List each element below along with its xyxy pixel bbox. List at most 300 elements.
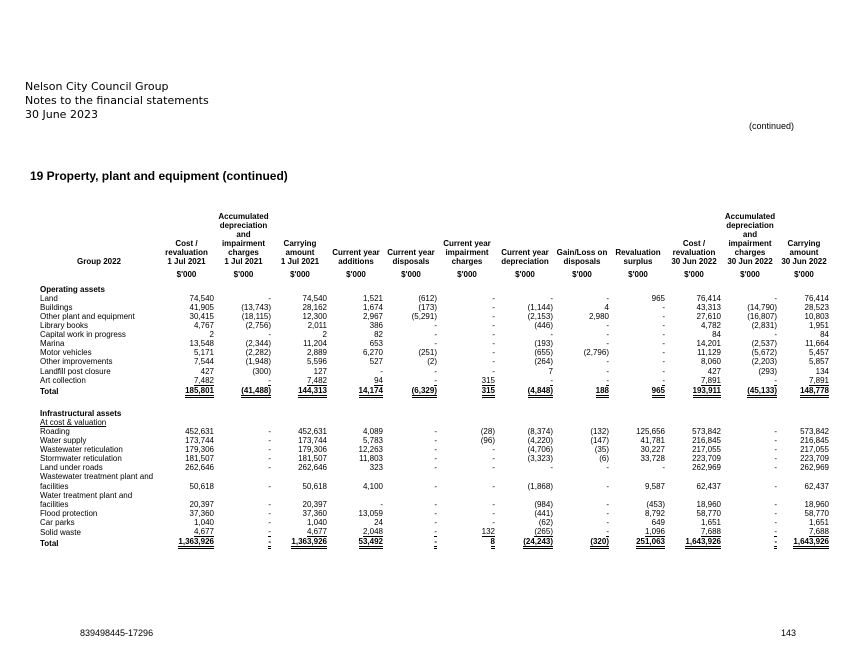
table-cell [328,463,384,472]
cell-value: (173) [418,302,437,312]
table-cell [438,527,496,537]
table-cell [554,312,610,321]
table-cell [328,509,384,518]
table-cell [496,348,554,357]
cell-value: (13,743) [241,302,271,312]
table-cell [215,454,272,463]
table-cell [722,312,778,321]
cell-value: 82 [374,330,383,340]
column-header-line: revaluation [672,248,716,258]
cell-value: 7,482 [193,375,214,385]
table-cell [666,454,722,463]
cell-value: 4,767 [193,321,214,331]
cell-value: 179,306 [185,445,214,455]
column-header-line: surplus [623,257,653,267]
table-cell [158,436,215,445]
table-cell [496,427,554,436]
cell-value: (655) [534,348,553,358]
table-cell [496,518,554,527]
cell-value: (2,756) [245,321,271,331]
cell-value: 181,507 [185,454,214,464]
cell-value: - [492,330,495,340]
column-header-line: Current year [443,239,491,249]
cell-value: 2,967 [362,311,383,321]
cell-value: - [268,499,271,509]
cell-value: 2,889 [306,348,327,358]
table-row [40,454,830,463]
table-cell [438,386,496,398]
cell-value: (5,291) [411,311,437,321]
table-cell [610,357,666,366]
table-cell [496,312,554,321]
table-cell [722,527,778,537]
table-cell [158,537,215,549]
cell-value: (4,848) [528,386,553,398]
table-cell [554,357,610,366]
cell-value: 1,040 [193,517,214,527]
cell-value: 5,457 [808,348,829,358]
cell-value: - [662,311,665,321]
table-cell [272,537,328,549]
cell-value: 30,415 [189,311,214,321]
cell-value: 24 [374,517,383,527]
table-cell [778,454,830,463]
table-row [40,367,830,376]
doc-date: 30 June 2023 [25,108,98,121]
table-cell [496,527,554,537]
table-cell [610,330,666,339]
cell-value: - [774,445,777,455]
table-cell [272,491,328,500]
table-cell [496,500,554,509]
cell-value: - [268,463,271,473]
cell-value: 965 [652,386,665,398]
cell-value: 8,792 [644,508,665,518]
table-cell [778,376,830,386]
cell-value: 76,414 [804,293,829,303]
table-cell [438,312,496,321]
column-header [496,212,554,267]
table-cell [384,509,438,518]
cell-value: 262,969 [800,463,829,473]
unit-label: $'000 [572,269,592,279]
table-cell [554,518,610,527]
cell-value: (2,831) [751,321,777,331]
column-header-line: 30 Jun 2022 [671,257,717,267]
cell-value: 573,842 [692,426,721,436]
table-cell [778,436,830,445]
table-cell [438,294,496,303]
cell-value: 193,911 [693,386,721,398]
cell-value: 7 [548,366,553,376]
cell-value: - [268,517,271,527]
table-cell [384,472,438,481]
column-header [722,212,778,267]
cell-value: (300) [252,366,271,376]
unit-label: $'000 [401,269,421,279]
table-cell [215,376,272,386]
cell-value: - [606,527,609,536]
cell-value: 2 [209,330,214,340]
table-cell [496,436,554,445]
column-header-line: 1 Jul 2021 [280,257,320,267]
table-cell [215,321,272,330]
table-cell [610,294,666,303]
table-cell [384,436,438,445]
cell-value: 173,744 [185,436,214,446]
row-label: Land [40,293,58,303]
table-row [40,348,830,357]
table-cell [722,367,778,376]
row-label: Motor vehicles [40,348,92,358]
table-row [40,357,830,366]
total-row [40,537,830,549]
doc-id: 839498445-17296 [80,628,154,638]
column-header-line: amount [789,248,819,258]
table-cell [554,348,610,357]
doc-subtitle: Notes to the financial statements [25,94,209,107]
row-label: Capital work in progress [40,330,126,340]
table-cell [272,357,328,366]
cell-value: (8,374) [527,426,553,436]
cell-value: 251,063 [636,537,665,549]
table-cell [554,500,610,509]
cell-value: - [606,375,609,385]
table-cell [554,482,610,491]
cell-value: 37,360 [189,508,214,518]
cell-value: 1,651 [808,517,829,527]
table-cell [158,367,215,376]
subsection-heading-row [40,418,830,427]
table-cell [158,294,215,303]
table-cell [328,445,384,454]
cell-value: (62) [538,517,553,527]
cell-value: (41,488) [241,386,271,398]
table-cell [610,482,666,491]
cell-value: 1,040 [306,517,327,527]
cell-value: 12,263 [358,445,383,455]
table-cell [328,367,384,376]
table-cell [496,303,554,312]
cell-value: 62,437 [696,481,721,491]
table-cell [554,509,610,518]
row-label: Marina [40,339,65,349]
table-cell [215,312,272,321]
cell-value: 216,845 [692,436,721,446]
column-header-line: impairment [728,239,772,249]
table-cell [610,509,666,518]
table-cell [722,427,778,436]
table-cell [666,321,722,330]
cell-value: 53,492 [359,537,383,549]
cell-value: (45,133) [747,386,777,398]
table-cell [610,367,666,376]
table-cell [272,330,328,339]
cell-value: 7,891 [808,375,829,385]
column-header-line: impairment [221,239,266,249]
unit-label: $'000 [176,269,197,279]
cell-value: 323 [369,463,383,473]
unit-label: $'000 [346,269,366,279]
table-cell [438,436,496,445]
cell-value: - [380,499,383,509]
table-cell [666,509,722,518]
table-cell [778,367,830,376]
cell-value: 11,204 [303,339,327,349]
column-header-line: Cost / [175,239,198,249]
table-cell [158,303,215,312]
table-cell [158,500,215,509]
unit-label: $'000 [740,269,760,279]
cell-value: - [492,321,495,331]
column-header-line: charges [734,248,766,258]
cell-value: (984) [534,499,553,509]
cell-value: (2,203) [751,357,777,367]
cell-value: (16,807) [747,311,777,321]
row-label: Roading [40,426,70,436]
cell-value: - [662,321,665,331]
table-cell [496,321,554,330]
cell-value: - [774,330,777,340]
table-cell [438,321,496,330]
table-cell [158,491,215,500]
table-cell [272,367,328,376]
row-label: Stormwater reticulation [40,454,122,464]
table-cell [610,376,666,386]
table-cell [778,482,830,491]
table-cell [554,454,610,463]
cell-value: - [606,330,609,340]
cell-value: 4,677 [306,527,327,536]
section-title: 19 Property, plant and equipment (continued) [30,169,288,183]
cell-value: - [434,321,437,331]
table-cell [272,445,328,454]
cell-value: 13,059 [358,508,383,518]
row-label: Car parks [40,517,75,527]
table-cell [496,330,554,339]
table-cell [610,500,666,509]
table-cell [438,303,496,312]
table-cell [722,339,778,348]
cell-value: (35) [594,445,609,455]
column-header [554,212,610,267]
cell-value: (147) [590,436,609,446]
cell-value: - [268,445,271,455]
column-header-line: Carrying [283,239,317,249]
cell-value: 7,688 [700,527,721,536]
table-cell [778,500,830,509]
cell-value: 1,674 [362,302,383,312]
table-cell [158,321,215,330]
table-cell [496,454,554,463]
cell-value: - [774,537,777,549]
table-row [40,303,830,312]
table-cell [158,427,215,436]
table-cell [215,445,272,454]
unit-label: $'000 [290,269,310,279]
cell-value: 1,521 [362,293,383,303]
cell-value: - [380,366,383,376]
section-heading-row [40,407,830,418]
table-cell [778,427,830,436]
cell-value: 28,523 [804,302,829,312]
cell-value: 1,363,926 [291,537,327,549]
cell-value: (18,115) [241,311,271,321]
table-cell [328,357,384,366]
table-cell [554,537,610,549]
table-row [40,500,830,509]
continued-note: (continued) [748,121,794,131]
cell-value: - [774,436,777,446]
column-header-line: depreciation [219,221,268,231]
table-cell [215,303,272,312]
table-cell [778,321,830,330]
column-header-line: Current year [501,248,549,258]
cell-value: (1,948) [245,357,271,367]
cell-value: 10,803 [804,311,829,321]
cell-value: 14,201 [696,339,721,349]
table-cell [722,445,778,454]
cell-value: 217,055 [800,445,829,455]
table-row [40,321,830,330]
table-cell [438,357,496,366]
unit-label: $'000 [794,269,814,279]
table-cell [722,518,778,527]
table-cell [272,386,328,398]
table-cell [328,294,384,303]
column-header [158,212,215,267]
table-cell [722,472,778,481]
cell-value: (2,796) [583,348,609,358]
table-cell [158,463,215,472]
row-label: Buildings [40,302,73,312]
cell-value: - [434,366,437,376]
table-cell [666,491,722,500]
cell-value: - [268,508,271,518]
table-cell [438,454,496,463]
table-cell [496,509,554,518]
cell-value: 13,548 [189,339,214,349]
table-cell [328,472,384,481]
cell-value: - [550,375,553,385]
table-cell [496,445,554,454]
column-header-line: Revaluation [615,248,661,258]
cell-value: 20,397 [189,499,214,509]
table-cell [272,312,328,321]
cell-value: - [774,481,777,491]
cell-value: - [774,508,777,518]
row-label: Other plant and equipment [40,311,135,321]
cell-value: 188 [596,386,609,398]
table-cell [496,537,554,549]
table-cell [215,348,272,357]
column-header-line: Accumulated [218,212,269,221]
table-cell [666,312,722,321]
cell-value: (1,868) [527,481,553,491]
table-cell [215,509,272,518]
table-row [40,436,830,445]
table-cell [496,463,554,472]
cell-value: 2,011 [307,321,327,331]
section-heading: Operating assets [40,284,105,294]
cell-value: 43,313 [696,302,721,312]
cell-value: - [606,366,609,376]
table-row [40,339,830,348]
table-cell [384,303,438,312]
table-cell [554,367,610,376]
table-cell [328,386,384,398]
table-cell [666,294,722,303]
column-header-line: disposals [392,257,430,267]
column-header-line: charges [451,257,483,267]
table-row [40,482,830,491]
column-header-line: and [742,230,758,240]
cell-value: 7,891 [700,375,721,385]
cell-value: 41,781 [640,436,665,446]
table-cell [496,339,554,348]
cell-value: - [662,357,665,367]
table-cell [438,427,496,436]
table-cell [438,472,496,481]
cell-value: 653 [369,339,383,349]
table-cell [215,482,272,491]
cell-value: 18,960 [804,499,829,509]
table-cell [666,436,722,445]
table-cell [666,537,722,549]
table-cell [722,294,778,303]
table-cell [722,348,778,357]
column-header-row [40,212,830,267]
cell-value: 315 [482,386,495,398]
cell-value: 1,951 [808,321,829,331]
table-row [40,427,830,436]
table-cell [158,509,215,518]
table-cell [722,482,778,491]
cell-value: 50,618 [189,481,214,491]
table-row [40,509,830,518]
table-cell [272,339,328,348]
cell-value: - [774,517,777,527]
cell-value: (5,672) [751,348,777,358]
column-header-line: 1 Jul 2021 [167,257,206,267]
cell-value: 7,544 [193,357,214,367]
cell-value: - [492,357,495,367]
table-cell [158,330,215,339]
cell-value: - [434,481,437,491]
table-cell [666,472,722,481]
unit-label: $'000 [515,269,535,279]
table-cell [722,454,778,463]
table-cell [384,482,438,491]
column-header-line: disposals [563,257,601,267]
table-cell [328,491,384,500]
cell-value: - [606,517,609,527]
table-cell [554,376,610,386]
cell-value: - [492,348,495,358]
table-cell [215,427,272,436]
table-cell [610,537,666,549]
table-cell [384,491,438,500]
table-cell [666,376,722,386]
unit-row [40,267,830,283]
cell-value: - [606,339,609,349]
column-header-line: Current year [332,248,380,258]
table-cell [610,321,666,330]
cell-value: 37,360 [302,508,327,518]
table-cell [438,509,496,518]
cell-value: 4,100 [362,481,383,491]
cell-value: - [662,366,665,376]
